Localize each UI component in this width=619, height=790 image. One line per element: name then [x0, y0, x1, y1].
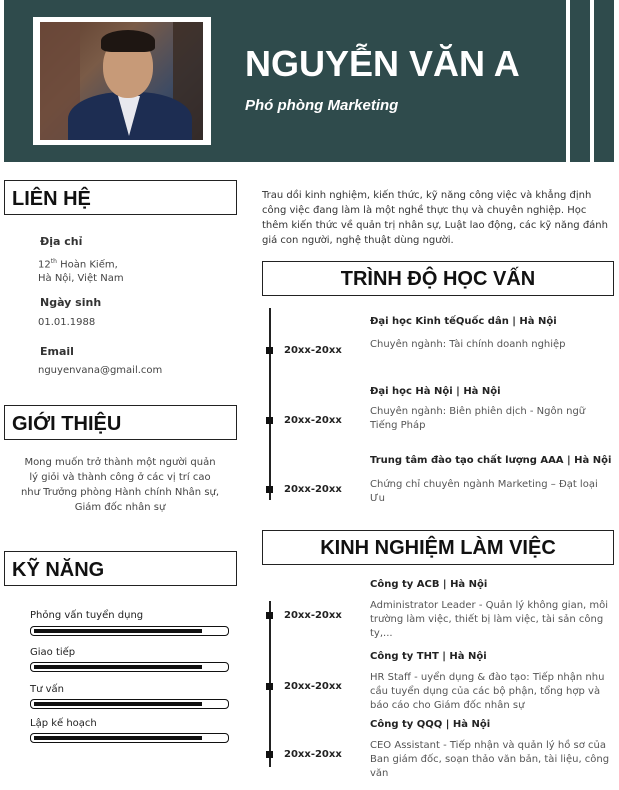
intro-heading: GIỚI THIỆU — [4, 405, 237, 440]
experience-date: 20xx-20xx — [284, 681, 342, 692]
skill-level-fill — [34, 702, 202, 706]
skill-name: Tư vấn — [30, 684, 65, 695]
timeline-dot — [266, 751, 273, 758]
education-heading: TRÌNH ĐỘ HỌC VẤN — [262, 261, 614, 296]
education-title: Đại học Kinh tếQuốc dân | Hà Nội — [370, 316, 557, 327]
experience-title: Công ty QQQ | Hà Nội — [370, 719, 491, 730]
timeline-dot — [266, 486, 273, 493]
dob-value: 01.01.1988 — [38, 317, 96, 328]
education-timeline — [269, 308, 271, 500]
candidate-position: Phó phòng Marketing — [245, 97, 399, 114]
skill-level-fill — [34, 736, 202, 740]
skill-level-fill — [34, 665, 202, 669]
education-desc: Chuyên ngành: Biên phiên dịch - Ngôn ngữ Tiếng Pháp — [370, 406, 586, 431]
skill-level-fill — [34, 629, 202, 633]
timeline-dot — [266, 417, 273, 424]
timeline-dot — [266, 612, 273, 619]
experience-title: Công ty THT | Hà Nội — [370, 651, 487, 662]
skill-name: Phỏng vấn tuyển dụng — [30, 610, 144, 621]
skill-bar — [30, 733, 229, 743]
timeline-dot — [266, 683, 273, 690]
candidate-name: NGUYỄN VĂN A — [245, 43, 520, 84]
experience-title: Công ty ACB | Hà Nội — [370, 579, 488, 590]
contact-heading: LIÊN HỆ — [4, 180, 237, 215]
skill-bar — [30, 662, 229, 672]
education-title: Trung tâm đào tạo chất lượng AAA | Hà Nội — [370, 455, 612, 466]
experience-date: 20xx-20xx — [284, 610, 342, 621]
education-date: 20xx-20xx — [284, 415, 342, 426]
skill-bar — [30, 626, 229, 636]
skill-bar — [30, 699, 229, 709]
profile-photo — [33, 17, 211, 145]
dob-label: Ngày sinh — [40, 296, 102, 309]
skill-name: Lập kế hoạch — [30, 718, 97, 729]
address-label: Địa chỉ — [40, 235, 83, 248]
experience-date: 20xx-20xx — [284, 749, 342, 760]
education-date: 20xx-20xx — [284, 345, 342, 356]
education-date: 20xx-20xx — [284, 484, 342, 495]
address-value: 12th Hoàn Kiếm, Hà Nội, Việt Nam — [38, 258, 124, 285]
email-value: nguyenvana@gmail.com — [38, 365, 163, 376]
experience-desc: CEO Assistant - Tiếp nhận và quản lý hồ sơ của Ban giám đốc, soạn thảo văn bản, tài liệu, công văn — [370, 740, 610, 779]
header-stripe — [590, 0, 594, 162]
experience-heading: KINH NGHIỆM LÀM VIỆC — [262, 530, 614, 565]
header-stripe — [566, 0, 570, 162]
education-title: Đại học Hà Nội | Hà Nội — [370, 386, 501, 397]
summary-text: Trau dồi kinh nghiệm, kiến thức, kỹ năng công việc và khẳng định công việc đang làm là một nghề thực thụ và chuyên nghiệp. Học thêm kiến thức về quản trị nhân sự, Luật lao động, các kỹ năng đánh giá con người, nghệ thuật dùng người. — [262, 190, 608, 246]
timeline-dot — [266, 347, 273, 354]
experience-desc: Administrator Leader - Quản lý không gian, môi trường làm việc, thiết bị làm việc, tài sản công ty,... — [370, 600, 609, 639]
intro-text: Mong muốn trở thành một người quản lý giỏi và thành công ở các vị trí cao như Trưởng phòng Hành chính Nhân sự, Giám đốc nhân sự — [20, 457, 220, 513]
education-desc: Chuyên ngành: Tài chính doanh nghiệp — [370, 339, 566, 350]
skill-name: Giao tiếp — [30, 647, 76, 658]
education-desc: Chứng chỉ chuyên ngành Marketing – Đạt loại Ưu — [370, 479, 598, 504]
skills-heading: KỸ NĂNG — [4, 551, 237, 586]
experience-desc: HR Staff - uyển dụng & đào tạo: Tiếp nhận nhu cầu tuyển dụng của các bộ phận, tổng hợp và báo cáo cho Giám đốc nhân sự — [370, 672, 605, 711]
email-label: Email — [40, 345, 74, 358]
